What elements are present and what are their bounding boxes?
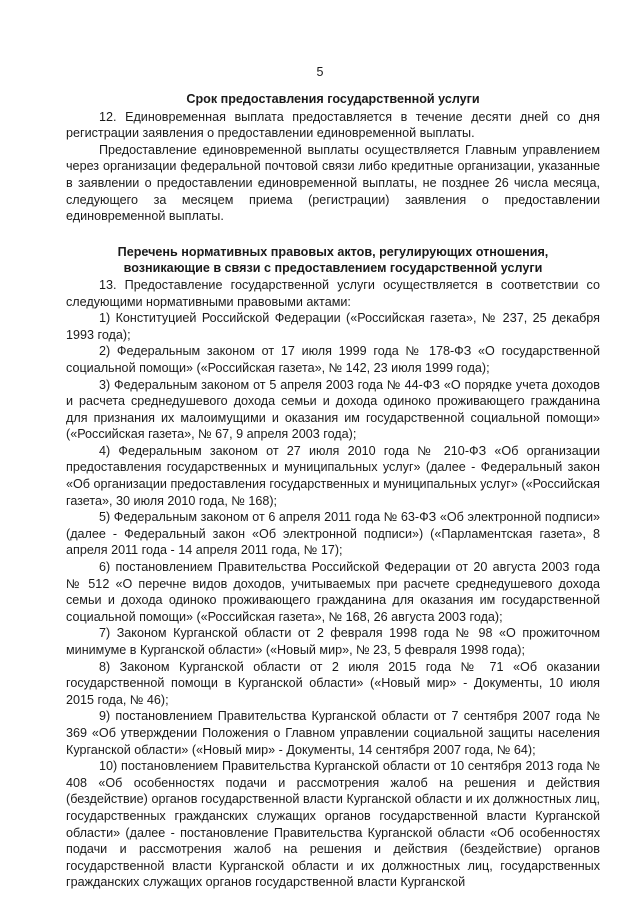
list-item: 2) Федеральным законом от 17 июля 1999 года № 178-ФЗ «О государственной социальной помощи» («Российская газета», № 142, 23 июля 1999 года); bbox=[66, 344, 600, 375]
paragraph: 12. Единовременная выплата предоставляется в течение десяти дней со дня регистрации заявления о предоставлении единовременной выплаты. bbox=[66, 109, 600, 141]
heading-line: Перечень нормативных правовых актов, регулирующих отношения, bbox=[117, 244, 549, 259]
section-heading-term: Срок предоставления государственной услуги bbox=[186, 92, 480, 106]
list-item: 4) Федеральным законом от 27 июля 2010 года № 210-ФЗ «Об организации предоставления государственных и муниципальных услуг» (далее - Федеральный закон «Об организации предоставления государственных и муниципальных услуг» («Российская газета», 30 июля 2010 года, № 168); bbox=[66, 443, 600, 508]
list-item: 8) Законом Курганской области от 2 июля 2015 года № 71 «Об оказании государственной помощи в Курганской области» («Новый мир» - Документы, 10 июля 2015 года, № 46); bbox=[66, 659, 600, 707]
paragraph: 13. Предоставление государственной услуги осуществляется в соответствии со следующими нормативными правовыми актами: bbox=[66, 277, 600, 309]
list-item: 9) постановлением Правительства Курганской области от 7 сентября 2007 года № 369 «Об утверждении Положения о Главном управлении социальной защиты населения Курганской области» («Новый мир» - Документы, 14 сентября 2007 года, № 64); bbox=[66, 709, 600, 757]
section-legal-acts-body bbox=[66, 277, 600, 891]
page-number: 5 bbox=[316, 65, 324, 79]
list-item: 7) Законом Курганской области от 2 февраля 1998 года № 98 «О прожиточном минимуме в Курганской области» («Новый мир», № 23, 5 февраля 1998 года); bbox=[66, 626, 600, 657]
paragraph: Предоставление единовременной выплаты осуществляется Главным управлением через организации федеральной почтовой связи либо кредитные организации, указанные в заявлении о предоставлении единовременной выплаты, не позднее 26 числа месяца, следующего за месяцем приема (регистрации) заявления о предоставлении единовременной выплаты. bbox=[66, 142, 600, 224]
list-item: 1) Конституцией Российской Федерации («Российская газета», № 237, 25 декабря 1993 года); bbox=[66, 311, 600, 342]
section-term-body bbox=[66, 109, 600, 225]
section-heading-legal-acts bbox=[66, 244, 600, 277]
list-item: 6) постановлением Правительства Российской Федерации от 20 августа 2003 года № 512 «О перечне видов доходов, учитываемых при расчете среднедушевого дохода семьи и дохода одиноко проживающего гражданина для оказания им государственной социальной помощи» («Российская газета», № 168, 26 августа 2003 года); bbox=[66, 560, 600, 624]
list-item: 5) Федеральным законом от 6 апреля 2011 года № 63-ФЗ «Об электронной подписи» (далее - Федеральный закон «Об электронной подписи») («Парламентская газета», 8 апреля 2011 года - 14 апреля 2011 года, № 17); bbox=[66, 510, 600, 558]
list-item: 3) Федеральным законом от 5 апреля 2003 года № 44-ФЗ «О порядке учета доходов и расчета среднедушевого дохода семьи и дохода одиноко проживающего гражданина для признания их малоимущими и оказания им государственной социальной помощи» («Российская газета», № 67, 9 апреля 2003 года); bbox=[66, 377, 600, 442]
list-item: 10) постановлением Правительства Курганской области от 10 сентября 2013 года № 408 «Об особенностях подачи и рассмотрения жалоб на решения и действия (бездействие) органов государственной власти Курганской области и их должностных лиц, государственных гражданских служащих органов государственной власти Курганской области» (далее - постановление Правительства Курганской области «Об особенностях подачи и рассмотрения жалоб на решения и действия (бездействие) органов государственной власти Курганской области и их должностных лиц, государственных гражданских служащих органов государственной власти Курганской bbox=[66, 759, 600, 890]
heading-line: возникающие в связи с предоставлением государственной услуги bbox=[123, 261, 543, 276]
document-body bbox=[66, 91, 600, 891]
